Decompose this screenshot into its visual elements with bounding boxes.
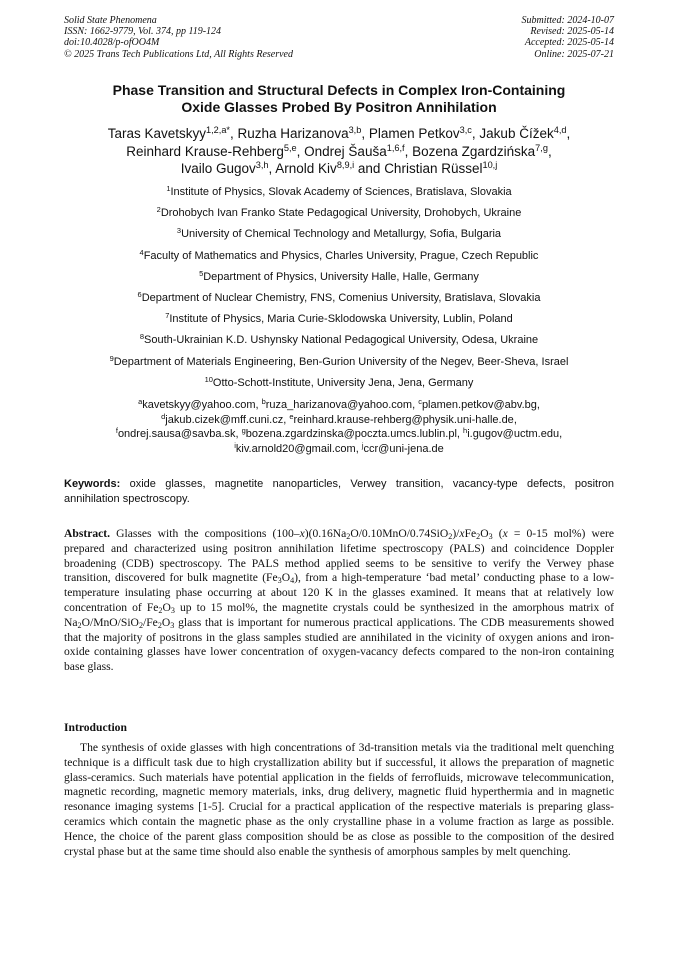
- email-list: [40, 398, 638, 456]
- author: Ondrej Šauša$^{1,6,f}$,: [304, 142, 413, 159]
- email[interactable]: $^f$ondrej.sausa@savba.sk,: [115, 425, 242, 440]
- introduction-paragraph: The synthesis of oxide glasses with high concentrations of 3d-transition metals via the traditional melt quenching technique is a difficult task due to high crystallization ability but if successful, it allows the preparation of magnetic glass-ceramics. Such materials have potential application in the fields of ferrofluids, microwave telecommunication, magnetic recording, magnetic memory materials, inks, drug delivery, magnetic fluid hyperthermia and in magnetic resonance imaging systems [1-5]. Crucial for a practical application of the respective materials is preparing glass-ceramics which contain the magnetic phase as the only crystalline phase in a volume fraction as large as possible. Hence, the choice of the parent glass composition should be as close as possible to the composition of the desired crystal phase but at the same time should also enable the synthesis of amorphous samples by melt quenching.: [64, 741, 614, 858]
- author: Reinhard Krause-Rehberg$^{5,e}$,: [126, 142, 305, 159]
- affiliation: $^1$Institute of Physics, Slovak Academy of Sciences, Bratislava, Slovakia: [166, 183, 512, 198]
- email[interactable]: $^h$i.gugov@uctm.edu,: [463, 425, 563, 440]
- journal-header: [64, 15, 293, 60]
- paper-title: [40, 82, 638, 116]
- affiliation: $^5$Department of Physics, University Halle, Halle, Germany: [199, 268, 479, 283]
- keywords-text: oxide glasses, magnetite nanoparticles, Verwey transition, vacancy-type defects, positron annihilation spectroscopy.: [64, 478, 614, 505]
- email[interactable]: $^d$jakub.cizek@mff.cuni.cz,: [161, 411, 290, 426]
- affiliation: $^3$University of Chemical Technology and Metallurgy, Sofia, Bulgaria: [176, 226, 502, 241]
- abstract: Abstract. Glasses with the compositions $(100-x)(0.16Na_2O/0.10MnO/0.74SiO_2)/xFe_2O_3$ (x = 0-15 mol%) were prepared and characterized using positron annihilation lifetime spectroscopy (PALS) and coincidence Doppler broadening (CDB) spectroscopy. The PALS method applied seems to be sensitive to verify the Verwey phase transition, discovered for bulk magnetite $(Fe_3O_4)$, from a high-temperature ‘bad metal’ conducting phase to a low-temperature insulating phase occurring at about 120 K in the glasses examined. It means that at relatively low concentration of $Fe_2O_3$ up to 15 mol%, the magnetite crystals could be synthesized in the amorphous matrix of $Na_2O/MnO/SiO_2/Fe_2O_3$ glass that is important for numerous practical applications. The CDB measurements showed that the majority of positrons in the glass samples studied are annihilated in the vicinity of oxygen anions and iron-oxide containing glasses have lower concentration of oxygen-vacancy defects compared to the non-iron containing base glass.: [64, 527, 614, 674]
- title-line-1: Phase Transition and Structural Defects in Complex Iron-Containing: [112, 82, 566, 98]
- keywords: [64, 477, 614, 507]
- introduction-heading: Introduction: [64, 721, 127, 734]
- author: Arnold Kiv$^{8,9,i}$ and: [275, 159, 385, 176]
- accepted-date: Accepted: 2025-05-14: [524, 37, 614, 49]
- author: Ivailo Gugov$^{3,h}$,: [180, 159, 276, 176]
- affiliation: $^7$Institute of Physics, Maria Curie-Sklodowska University, Lublin, Poland: [165, 311, 513, 326]
- affiliation: $^8$South-Ukrainian K.D. Ushynsky National Pedagogical University, Odesa, Ukraine: [139, 332, 539, 347]
- email[interactable]: $^c$plamen.petkov@abv.bg,: [418, 396, 540, 411]
- online-date: Online: 2025-07-21: [534, 48, 614, 60]
- journal-issn: ISSN: 1662-9779, Vol. 374, pp 119-124: [64, 26, 222, 38]
- journal-copyright: © 2025 Trans Tech Publications Ltd, All Rights Reserved: [64, 48, 293, 60]
- author: Bozena Zgardzińska$^{7,g}$,: [412, 142, 552, 159]
- email[interactable]: $^b$ruza_harizanova@yahoo.com,: [261, 396, 419, 411]
- journal-doi[interactable]: doi:10.4028/p-ofOO4M: [64, 37, 160, 49]
- dates-header: [522, 15, 615, 60]
- email[interactable]: $^e$reinhard.krause-rehberg@physik.uni-halle.de,: [289, 411, 517, 426]
- keywords-label: Keywords:: [64, 478, 121, 490]
- affiliation: $^9$Department of Materials Engineering, Ben-Gurion University of the Negev, Beer-Sheva, Israel: [109, 353, 569, 368]
- email[interactable]: $^i$kiv.arnold20@gmail.com,: [234, 440, 362, 455]
- author: Christian Rüssel$^{10,j}$: [384, 159, 498, 176]
- submitted-date: Submitted: 2024-10-07: [521, 15, 614, 26]
- revised-date: Revised: 2025-05-14: [530, 26, 614, 38]
- email[interactable]: $^j$ccr@uni-jena.de: [361, 440, 444, 455]
- affiliation: $^{10}$Otto-Schott-Institute, University Jena, Jena, Germany: [204, 374, 474, 389]
- affiliation-list: [40, 185, 638, 397]
- author: Taras Kavetskyy$^{1,2,a*}$,: [107, 124, 238, 141]
- author: Ruzha Harizanova$^{3,b}$,: [237, 124, 369, 141]
- author-list: [40, 125, 638, 178]
- affiliation: $^6$Department of Nuclear Chemistry, FNS, Comenius University, Bratislava, Slovakia: [137, 289, 541, 304]
- affiliation: $^4$Faculty of Mathematics and Physics, Charles University, Prague, Czech Republic: [139, 247, 539, 262]
- email[interactable]: $^g$bozena.zgardzinska@poczta.umcs.lublin.pl,: [241, 425, 464, 440]
- author: Jakub Čížek$^{4,d}$,: [479, 124, 571, 141]
- author: Plamen Petkov$^{3,c}$,: [368, 124, 480, 141]
- affiliation: $^2$Drohobych Ivan Franko State Pedagogical University, Drohobych, Ukraine: [156, 205, 522, 220]
- journal-name: Solid State Phenomena: [64, 15, 157, 26]
- email[interactable]: $^a$kavetskyy@yahoo.com,: [138, 396, 262, 411]
- abstract-label: Abstract.: [64, 527, 111, 540]
- title-line-2: Oxide Glasses Probed By Positron Annihilation: [181, 99, 497, 115]
